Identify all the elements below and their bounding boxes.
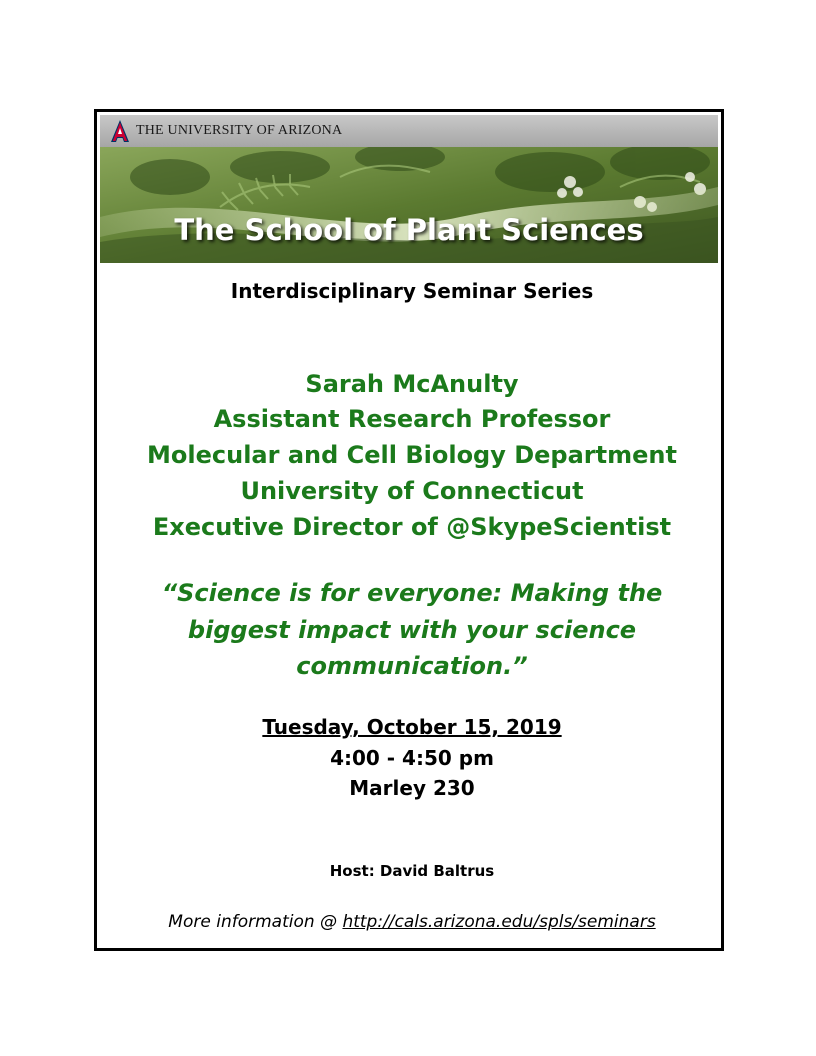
university-bar — [100, 115, 718, 147]
series-title: Interdisciplinary Seminar Series — [230, 279, 594, 303]
talk-title-line-1: “Science is for everyone: Making the — [161, 579, 663, 607]
speaker-position: Assistant Research Professor — [213, 405, 611, 433]
talk-title-line-3: communication.” — [296, 652, 528, 680]
more-info-prefix: More information @ — [168, 912, 343, 932]
speaker-name: Sarah McAnulty — [305, 370, 519, 398]
host-line: Host: David Baltrus — [329, 862, 495, 880]
event-room: Marley 230 — [349, 776, 475, 800]
seminar-flyer — [94, 109, 724, 951]
university-name: THE UNIVERSITY OF ARIZONA — [136, 123, 343, 138]
event-date: Tuesday, October 15, 2019 — [262, 715, 562, 739]
event-time: 4:00 - 4:50 pm — [330, 746, 494, 770]
ua-block-a-logo-icon — [110, 119, 130, 143]
school-title: The School of Plant Sciences — [174, 213, 644, 247]
speaker-department: Molecular and Cell Biology Department — [147, 441, 677, 469]
speaker-role: Executive Director of @SkypeScientist — [152, 513, 672, 541]
more-info-line — [97, 912, 727, 932]
seminars-link[interactable]: http://cals.arizona.edu/spls/seminars — [342, 912, 656, 932]
talk-title-line-2: biggest impact with your science — [187, 616, 637, 644]
speaker-institution: University of Connecticut — [240, 477, 584, 505]
header-banner — [100, 115, 718, 263]
